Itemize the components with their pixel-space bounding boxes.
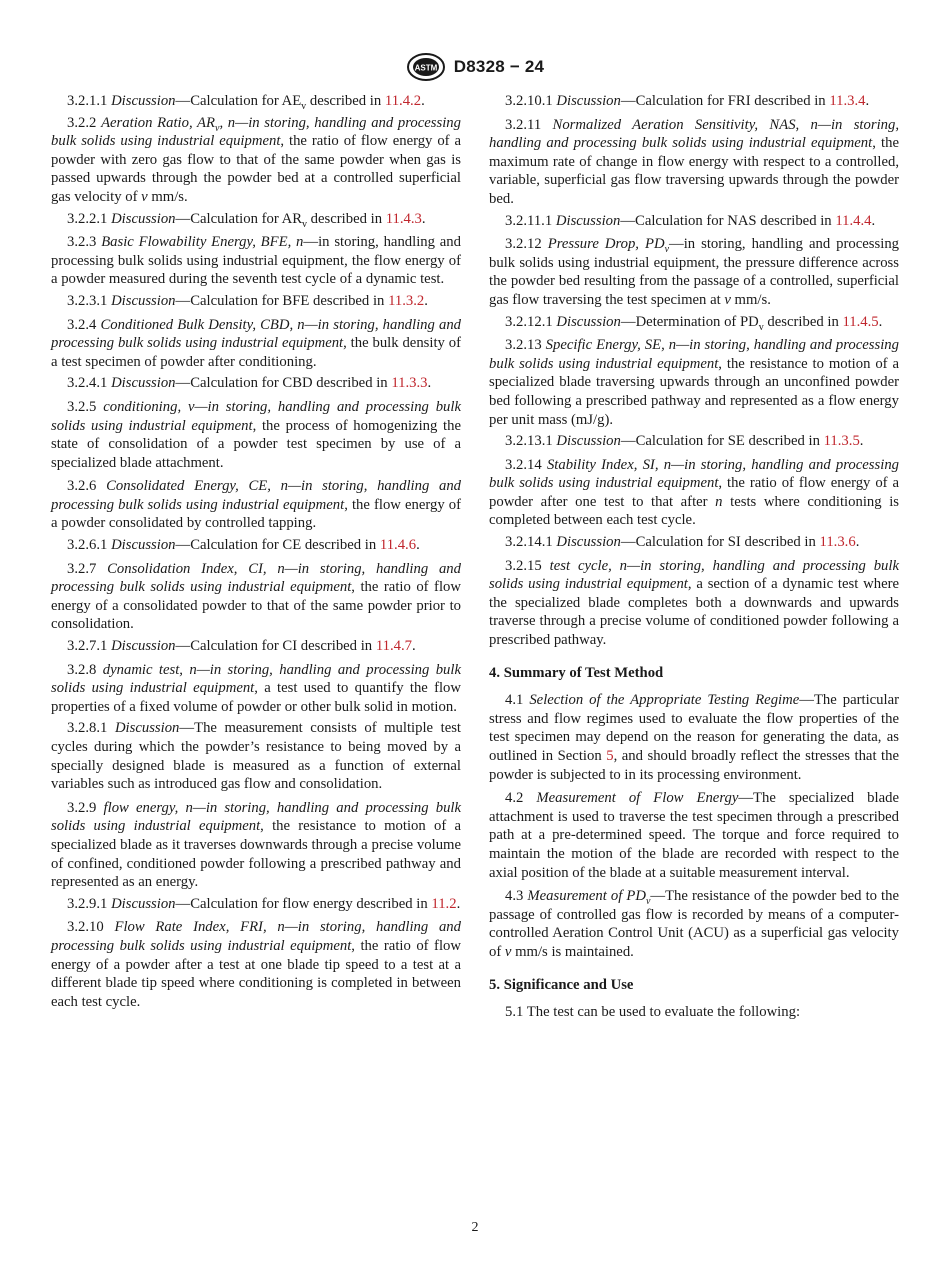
clause-3-2-13: 3.2.13 Specific Energy, SE, n—in storing, handling and processing bulk solids using industrial equipment, the resistance to motion of a specialized blade traversing upwards through an unconfined powder bed following a prescribed pathway and represented as a flow energy per unit mass (mJ/g).: [489, 337, 899, 428]
page-number: 2: [471, 1220, 479, 1235]
clause-3-2-12-1: 3.2.12.1 Discussion—Determination of $PD_v$ described in 11.4.5.: [505, 313, 883, 333]
clause-3-2-10: 3.2.10 Flow Rate Index, FRI, n—in storing, handling and processing bulk solids using industrial equipment, the ratio of flow energy of a powder after a test at one blade tip speed to a test at a different blade tip speed where conditioning is completed in between each test cycle.: [51, 919, 461, 1010]
reference-link[interactable]: 11.3.3: [391, 375, 428, 392]
svg-text:ASTM: ASTM: [414, 63, 438, 73]
clause-3-2-4-1: 3.2.4.1 Discussion—Calculation for CBD described in 11.3.3.: [67, 375, 432, 392]
clause-3-2-11: 3.2.11 Normalized Aeration Sensitivity, NAS, n—in storing, handling and processing bulk solids using industrial equipment, the maximum rate of change in flow energy with respect to a controlled, variable, superficial gas flow traversing upwards through the powder bed.: [489, 116, 900, 207]
reference-link[interactable]: 11.3.6: [819, 534, 856, 551]
clause-3-2-7: 3.2.7 Consolidation Index, CI, n—in storing, handling and processing bulk solids using industrial equipment, the ratio of flow energy of a consolidated powder to that of the same powder prior to consolidation.: [51, 560, 461, 633]
reference-link[interactable]: 11.2: [431, 895, 457, 912]
clause-3-2-9-1: 3.2.9.1 Discussion—Calculation for flow energy described in 11.2.: [67, 895, 461, 912]
clause-3-2-10-1: 3.2.10.1 Discussion—Calculation for FRI described in 11.3.4.: [505, 93, 870, 109]
astm-logo-icon: [406, 52, 446, 82]
reference-link[interactable]: 11.4.3: [385, 210, 422, 227]
clause-3-2-2-1: 3.2.2.1 Discussion—Calculation for $AR_v$ described in 11.4.3.: [67, 210, 426, 230]
page-header: [0, 52, 950, 87]
clause-3-2-8: 3.2.8 dynamic test, n—in storing, handling and processing bulk solids using industrial equipment, a test used to quantify the flow properties of a fixed volume of powder or other bulk solid in motion.: [51, 661, 462, 715]
clause-3-2-3-1: 3.2.3.1 Discussion—Calculation for BFE described in 11.3.2.: [67, 292, 428, 309]
reference-link[interactable]: 11.4.2: [384, 93, 422, 109]
reference-link[interactable]: 11.4.4: [835, 212, 872, 229]
reference-link[interactable]: 11.4.6: [379, 537, 417, 554]
section-4-heading: 4. Summary of Test Method: [489, 664, 664, 681]
clause-3-2-13-1: 3.2.13.1 Discussion—Calculation for SE described in 11.3.5.: [505, 433, 864, 450]
clause-5-1: 5.1 The test can be used to evaluate the following:: [505, 1004, 801, 1021]
right-column: [489, 92, 899, 1027]
document-designation: D8328 − 24: [453, 57, 545, 76]
clause-3-2-11-1: 3.2.11.1 Discussion—Calculation for NAS described in 11.4.4.: [505, 212, 876, 229]
clause-3-2-15: 3.2.15 test cycle, n—in storing, handling and processing bulk solids using industrial equipment, a section of a dynamic test where the specialized blade completes both a downwards and upwards traverse through a precise volume of conditioned powder following a prescribed pathway.: [489, 557, 899, 649]
reference-link[interactable]: 11.4.5: [842, 313, 879, 330]
reference-link[interactable]: 11.3.2: [388, 292, 425, 309]
clause-3-2-9: 3.2.9 flow energy, n—in storing, handling and processing bulk solids using industrial equipment, the resistance to motion of a specialized blade as it traverses downwards through a precise volume of confined, conditioned powder following a prescribed pathway and represented as an energy.: [51, 799, 462, 891]
reference-link[interactable]: 11.3.4: [829, 93, 866, 109]
section-5-heading: 5. Significance and Use: [489, 976, 634, 993]
clause-3-2-14: 3.2.14 Stability Index, SI, n—in storing, handling and processing bulk solids using industrial equipment, the ratio of flow energy of a powder after one test to that after n tests where conditioning is completed between each test cycle.: [489, 456, 900, 529]
clause-4-2: 4.2 Measurement of Flow Energy—The specialized blade attachment is used to traverse the test specimen through a prescribed path at a pre-determined speed. The torque and force required to maintain the motion of the blade are recorded with respect to the axial position of the blade at a suitable measurement interval.: [489, 790, 899, 881]
clause-3-2-6: 3.2.6 Consolidated Energy, CE, n—in storing, handling and processing bulk solids using industrial equipment, the flow energy of a powder consolidated by controlled tapping.: [51, 478, 462, 532]
clause-3-2-2: 3.2.2 Aeration Ratio, $AR_v$, n—in storing, handling and processing bulk solids using industrial equipment, the ratio of flow energy of a powder with zero gas flow to that of the same powder when gas is passed upwards through the powder bed at a controlled superficial gas velocity of v mm/s.: [51, 114, 461, 205]
clause-3-2-6-1: 3.2.6.1 Discussion—Calculation for CE described in 11.4.6.: [67, 537, 420, 554]
left-column: [51, 92, 461, 1016]
clause-3-2-4: 3.2.4 Conditioned Bulk Density, CBD, n—in storing, handling and processing bulk solids using industrial equipment, the bulk density of a test specimen of powder after conditioning.: [51, 316, 462, 370]
clause-3-2-7-1: 3.2.7.1 Discussion—Calculation for CI described in 11.4.7.: [67, 638, 416, 655]
reference-link[interactable]: 5: [606, 748, 614, 764]
reference-link[interactable]: 11.3.5: [823, 433, 860, 450]
clause-4-3: 4.3 Measurement of $PD_v—The$ resistance of the powder bed to the passage of controlled gas flow is recorded by means of a computer-controlled Aeration Control Unit (ACU) as a superficial gas velocity of v mm/s is maintained.: [489, 888, 899, 960]
reference-link[interactable]: 11.4.7: [375, 638, 412, 655]
clause-3-2-12: 3.2.12 Pressure Drop, $PD_v—in$ storing, handling and processing bulk solids using industrial equipment, the pressure difference across the powder bed resulting from the passage of a controlled, superficial gas flow traversing the test specimen at v mm/s.: [489, 236, 900, 308]
clause-3-2-5: 3.2.5 conditioning, v—in storing, handling and processing bulk solids using industrial equipment, the process of homogenizing the state of consolidation of a powder test specimen by use of a specialized blade attachment.: [51, 398, 462, 471]
clause-3-2-1-1: 3.2.1.1 Discussion—Calculation for $AE_v$ described in 11.4.2.: [67, 93, 425, 112]
clause-3-2-14-1: 3.2.14.1 Discussion—Calculation for SI described in 11.3.6.: [505, 534, 860, 551]
clause-3-2-3: 3.2.3 Basic Flowability Energy, BFE, n—in storing, handling and processing bulk solids using industrial equipment, the flow energy of a powder measured during the seventh test cycle of a dynamic test.: [51, 234, 461, 288]
clause-3-2-8-1: 3.2.8.1 Discussion—The measurement consists of multiple test cycles during which the powder’s resistance to being moved by a specially designed blade is measured as a function of external variables such as introduced gas flow and consolidation.: [51, 720, 462, 793]
clause-4-1: 4.1 Selection of the Appropriate Testing Regime—The particular stress and flow regimes used to evaluate the flow properties of the test specimen may depend on the reason for generating the data, as outlined in Section 5, and should broadly reflect the stresses that the powder is subjected to in its processing environment.: [489, 692, 900, 783]
